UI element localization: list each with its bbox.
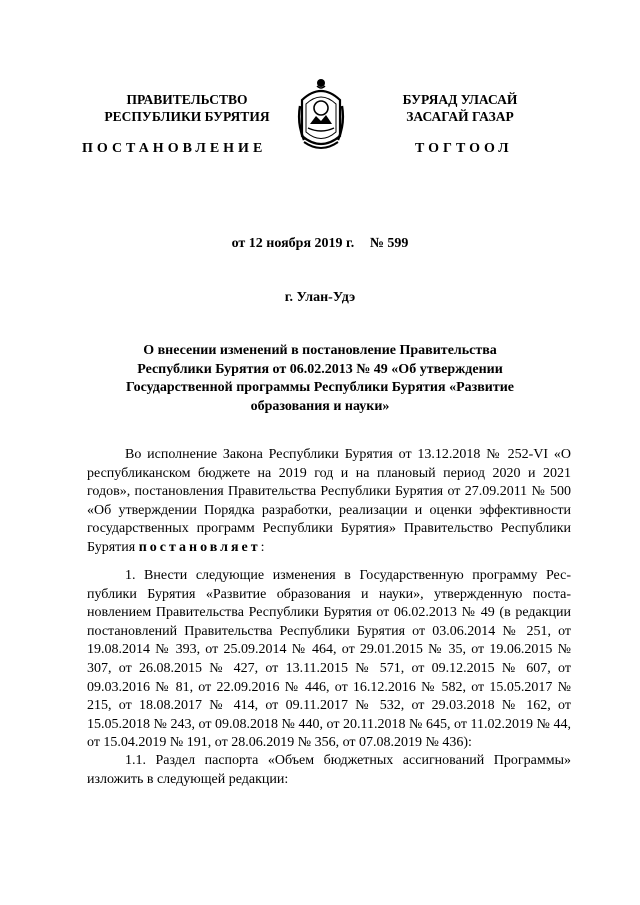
header-left-line2: РЕСПУБЛИКИ БУРЯТИЯ (104, 109, 270, 124)
date-line (0, 236, 640, 252)
doc-type-buryat: ТОГТООЛ (415, 141, 513, 156)
document-date: от 12 ноября 2019 г. (231, 236, 355, 251)
document-city: г. Улан-Удэ (284, 290, 356, 305)
document-number: № 599 (369, 236, 409, 251)
header-right-line2: ЗАСАГАЙ ГАЗАР (406, 109, 514, 124)
preamble-end: : (260, 539, 265, 555)
header-left-block (92, 91, 282, 125)
paragraph-item-1: 1. Внести следующие изменения в Государственную программу Республики Бурятия «Развитие образования и науки», утвержденную постановлением Правительства Республики Бурятия от 06.02.2013 № 49 (в редакции постановлений Правительства Республики Бурятия от 03.06.2014 № 251, от 19.08.2014 № 393, от 25.09.2014 № 464, от 29.01.2015 № 35, от 19.06.2015 № 307, от 26.08.2015 № 427, от 13.11.2015 № 571, от 09.12.2015 № 607, от 09.03.2016 № 81, от 22.09.2016 № 446, от 16.12.2016 № 582, от 15.05.2017 № 215, от 18.08.2017 № 414, от 09.11.2017 № 532, от 29.03.2018 № 162, от 15.05.2018 № 243, от 09.08.2018 № 440, от 20.11.2018 № 645, от 11.02.2019 № 44, от 15.04.2019 № 191, от 28.06.2019 № 356, от 07.08.2019 № 436): (87, 568, 571, 751)
preamble-resolves: постановляет (138, 539, 261, 555)
doc-type-russian: ПОСТАНОВЛЕНИЕ (82, 141, 267, 156)
paragraph-preamble (87, 446, 571, 558)
header-left-line1: ПРАВИТЕЛЬСТВО (126, 92, 248, 107)
preamble-text: Во исполнение Закона Республики Бурятия от 13.12.2018 № 252-VI «О республиканском бюджете на 2019 год и на плановый период 2020 и 2021 годов», постановления Правительства Республики Бурятия от 27.09.2011 № 500 «Об утверждении Порядка разработки, реализации и оценки эффективности государственных программ Республики Бурятия» Правительство Республики Бурятия (87, 447, 571, 555)
header-right-block (365, 91, 555, 125)
paragraph-item-1-1: 1.1. Раздел паспорта «Объем бюджетных ассигнований Программы» изложить в следующей редакции: (87, 753, 571, 787)
header-right-line1: БУРЯАД УЛАСАЙ (402, 92, 518, 107)
coat-of-arms-icon (296, 74, 346, 158)
document-title: О внесении изменений в постановление Правительства Республики Бурятия от 06.02.2013 № 49 «Об утверждении Государственной программы Республики Бурятия «Развитие образования и науки» (125, 343, 515, 414)
